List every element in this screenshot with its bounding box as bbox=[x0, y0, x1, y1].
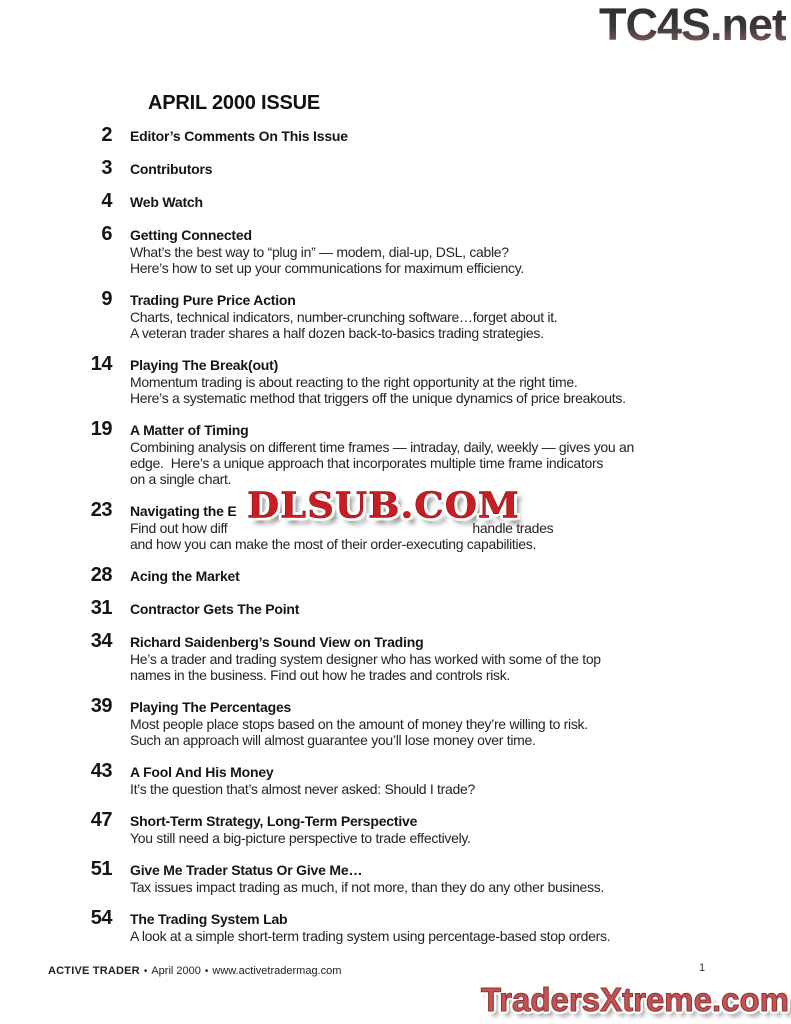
toc-entry bbox=[48, 353, 738, 406]
footer-website: www.activetradermag.com bbox=[212, 965, 342, 977]
toc-entry bbox=[48, 907, 738, 944]
footer-credit bbox=[48, 965, 341, 977]
toc-entry-body bbox=[130, 568, 738, 585]
toc-entry-body bbox=[130, 161, 738, 178]
toc-entry-description: Here’s a systematic method that triggers off the unique dynamics of price breakouts. bbox=[130, 390, 626, 406]
toc-page-number: 19 bbox=[90, 418, 112, 440]
footer-bullet: • bbox=[143, 966, 148, 977]
toc-entry-description: You still need a big-picture perspective to trade effectively. bbox=[130, 830, 471, 846]
toc-entry-title: Trading Pure Price Action bbox=[130, 292, 296, 308]
toc-entry-body bbox=[130, 292, 738, 341]
toc-entry-body bbox=[130, 194, 738, 211]
toc-entry-title: Richard Saidenberg’s Sound View on Trading bbox=[130, 634, 424, 650]
toc-entry-description: Most people place stops based on the amount of money they’re willing to risk. bbox=[130, 716, 588, 732]
toc-entry-body bbox=[130, 813, 738, 846]
toc-page-number: 43 bbox=[90, 760, 112, 782]
toc-page-number: 47 bbox=[90, 809, 112, 831]
toc-entry bbox=[48, 124, 738, 146]
toc-entry-body bbox=[130, 911, 738, 944]
toc-entry bbox=[48, 190, 738, 212]
toc-entry-description: names in the business. Find out how he trades and controls risk. bbox=[130, 667, 511, 683]
watermark-dlsub: DLSUB.COM bbox=[247, 483, 520, 527]
toc-page-number: 28 bbox=[90, 564, 112, 586]
obscured-line-left: Find out how diff bbox=[130, 520, 228, 536]
toc-entry-title: Getting Connected bbox=[130, 227, 252, 243]
toc-entry-description: What’s the best way to “plug in” — modem, dial-up, DSL, cable? bbox=[130, 244, 509, 260]
toc-page-number: 2 bbox=[101, 124, 112, 146]
toc-entry bbox=[48, 564, 738, 586]
obscured-line-right: handle trades bbox=[472, 520, 554, 536]
toc-page-number: 23 bbox=[90, 499, 112, 521]
toc-entry-body bbox=[130, 764, 738, 797]
toc-entry bbox=[48, 157, 738, 179]
toc-page-number: 51 bbox=[90, 858, 112, 880]
toc-entry-title: Give Me Trader Status Or Give Me… bbox=[130, 862, 363, 878]
toc-entry-description: A look at a simple short-term trading system using percentage-based stop orders. bbox=[130, 928, 611, 944]
toc-entry-description: Charts, technical indicators, number-crunching software…forget about it. bbox=[130, 309, 558, 325]
toc-entry-body bbox=[130, 227, 738, 276]
toc-entry bbox=[48, 223, 738, 276]
toc-entry-body bbox=[130, 634, 738, 683]
toc-entry-title: The Trading System Lab bbox=[130, 911, 288, 927]
toc-page-number: 34 bbox=[90, 630, 112, 652]
toc-entry-description: Momentum trading is about reacting to the right opportunity at the right time. bbox=[130, 374, 578, 390]
toc-entry-body bbox=[130, 128, 738, 145]
toc-page-number: 4 bbox=[101, 190, 112, 212]
toc-entry-description: edge. Here’s a unique approach that incorporates multiple time frame indicators bbox=[130, 455, 604, 471]
toc-entry bbox=[48, 288, 738, 341]
toc-entry-title: A Fool And His Money bbox=[130, 764, 274, 780]
toc-entry-title: Short-Term Strategy, Long-Term Perspective bbox=[130, 813, 418, 829]
table-of-contents bbox=[48, 124, 738, 959]
toc-page-number: 14 bbox=[90, 353, 112, 375]
toc-entry-title: Navigating the E bbox=[130, 503, 237, 519]
toc-entry-body bbox=[130, 862, 738, 895]
toc-entry-description: Combining analysis on different time frames — intraday, daily, weekly — gives you an bbox=[130, 439, 634, 455]
toc-entry-body bbox=[130, 357, 738, 406]
toc-page-number: 54 bbox=[90, 907, 112, 929]
toc-entry-title: Editor’s Comments On This Issue bbox=[130, 128, 348, 144]
toc-entry bbox=[48, 809, 738, 846]
toc-entry-description: on a single chart. bbox=[130, 471, 232, 487]
toc-entry bbox=[48, 630, 738, 683]
toc-entry-body bbox=[130, 699, 738, 748]
toc-entry-body bbox=[130, 422, 738, 487]
toc-entry-description: A veteran trader shares a half dozen back-to-basics trading strategies. bbox=[130, 325, 544, 341]
toc-page-number: 39 bbox=[90, 695, 112, 717]
footer-issue-date: April 2000 bbox=[151, 965, 201, 977]
toc-page-number: 31 bbox=[90, 597, 112, 619]
issue-heading: APRIL 2000 ISSUE bbox=[148, 92, 321, 114]
toc-entry bbox=[48, 597, 738, 619]
toc-page-number: 9 bbox=[101, 288, 112, 310]
toc-entry-description: Such an approach will almost guarantee you’ll lose money over time. bbox=[130, 732, 536, 748]
toc-entry bbox=[48, 760, 738, 797]
toc-entry bbox=[48, 858, 738, 895]
toc-entry-title: A Matter of Timing bbox=[130, 422, 249, 438]
footer-bullet: • bbox=[204, 966, 209, 977]
toc-entry-title: Contractor Gets The Point bbox=[130, 601, 300, 617]
watermark-tc4s: TC4S.net bbox=[598, 0, 786, 50]
toc-entry-title: Playing The Break(out) bbox=[130, 357, 279, 373]
toc-entry-description: It’s the question that’s almost never asked: Should I trade? bbox=[130, 781, 475, 797]
watermark-tradersxtreme: TradersXtreme.com bbox=[480, 981, 789, 1018]
footer-magazine-name: ACTIVE TRADER bbox=[48, 965, 140, 977]
toc-entry-title: Web Watch bbox=[130, 194, 203, 210]
toc-entry-title: Playing The Percentages bbox=[130, 699, 292, 715]
toc-entry-description: Here’s how to set up your communications for maximum efficiency. bbox=[130, 260, 524, 276]
toc-entry-description: He’s a trader and trading system designer who has worked with some of the top bbox=[130, 651, 601, 667]
toc-entry-description: and how you can make the most of their order-executing capabilities. bbox=[130, 536, 537, 552]
toc-entry bbox=[48, 695, 738, 748]
toc-page-number: 3 bbox=[101, 157, 112, 179]
toc-entry-description: Tax issues impact trading as much, if not more, than they do any other business. bbox=[130, 879, 605, 895]
toc-entry bbox=[48, 418, 738, 487]
toc-page-number: 6 bbox=[101, 223, 112, 245]
page-number: 1 bbox=[699, 962, 706, 974]
toc-entry-title: Acing the Market bbox=[130, 568, 240, 584]
toc-entry-body bbox=[130, 601, 738, 618]
toc-entry-title: Contributors bbox=[130, 161, 213, 177]
